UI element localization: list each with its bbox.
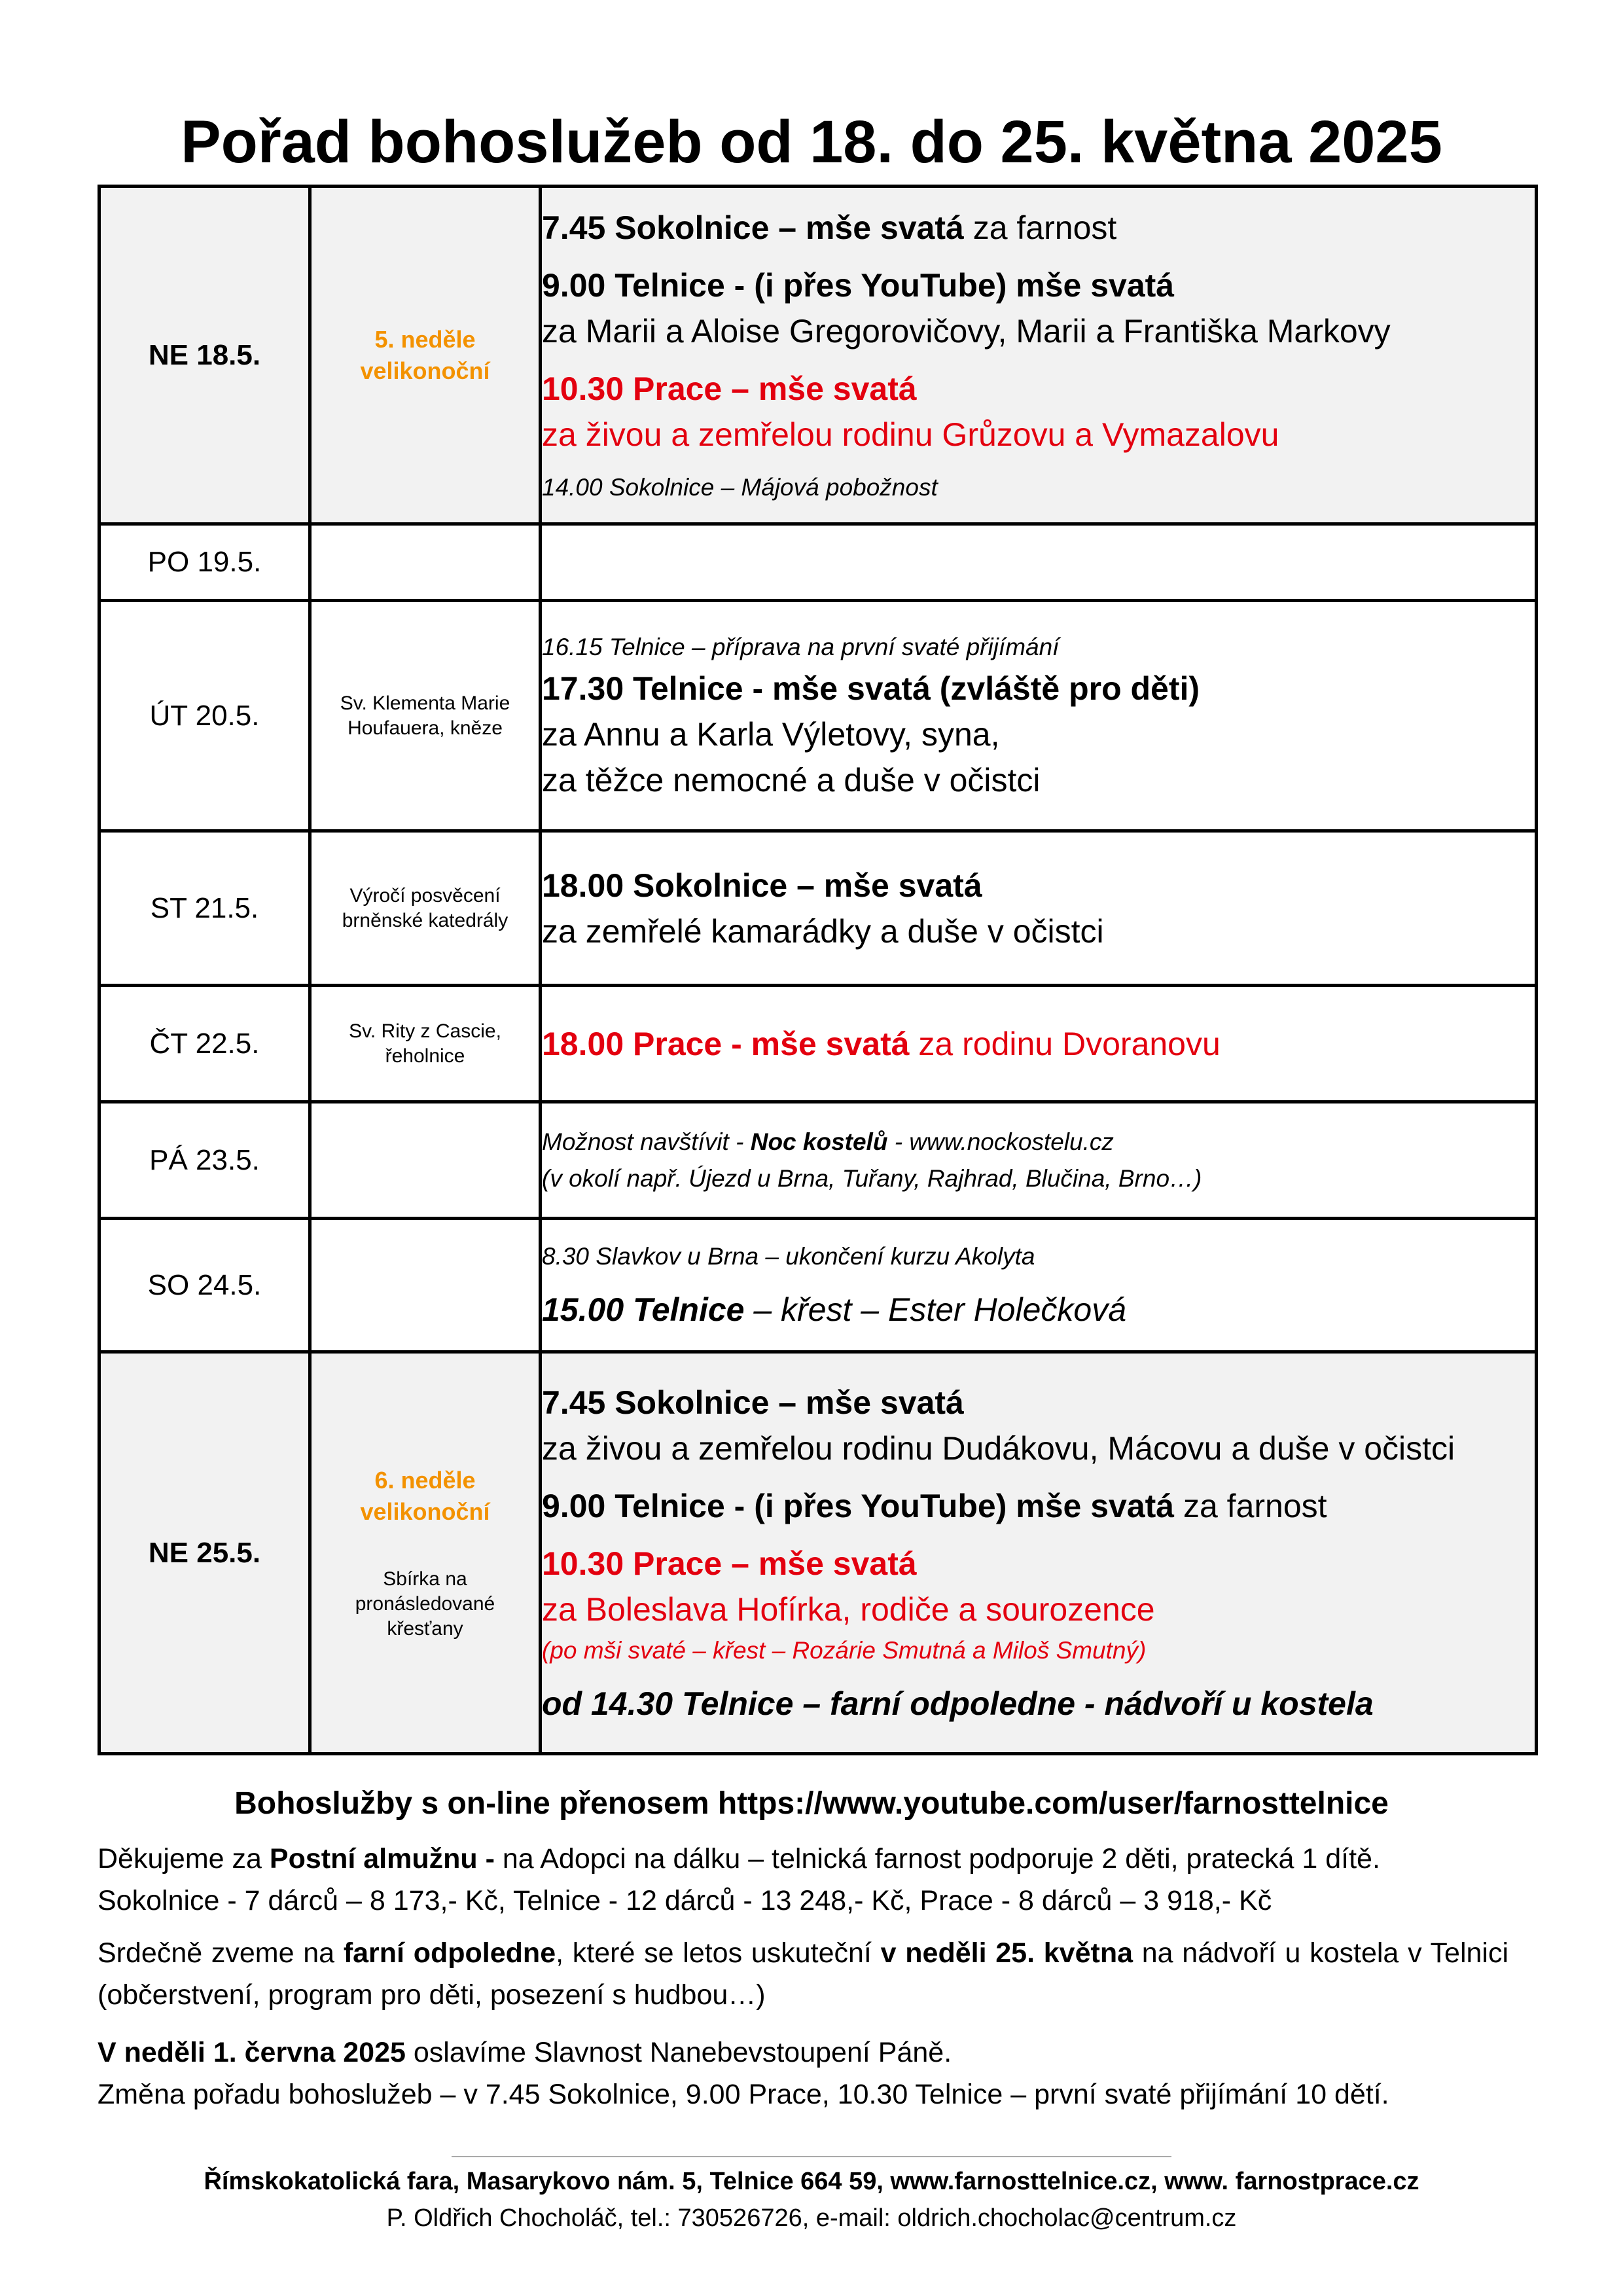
service-note: 16.15 Telnice – příprava na první svaté přijímání	[542, 633, 1060, 660]
service-line: 9.00 Telnice - (i přes YouTube) mše svatá za farnost	[542, 1487, 1327, 1524]
service-note: Možnost navštívit - Noc kostelů - www.nockostelu.cz	[542, 1128, 1114, 1155]
table-row	[99, 986, 1537, 1102]
feast-cell	[310, 1102, 541, 1219]
footer-address: Římskokatolická fara, Masarykovo nám. 5, Telnice 664 59, www.farnosttelnice.cz, www. farnostprace.cz	[204, 2168, 1419, 2195]
table-row	[99, 187, 1537, 524]
services-cell	[541, 1352, 1537, 1754]
service-line: 18.00 Sokolnice – mše svatá	[542, 867, 982, 904]
table-row	[99, 1102, 1537, 1219]
day-cell: ČT 22.5.	[99, 986, 310, 1102]
service-line: 18.00 Prace - mše svatá za rodinu Dvoranovu	[542, 1025, 1221, 1062]
services-cell	[541, 986, 1537, 1102]
day-cell: ÚT 20.5.	[99, 601, 310, 831]
service-intention: za Annu a Karla Výletovy, syna,	[542, 715, 1000, 753]
invite-paragraph: Srdečně zveme na farní odpoledne, které se letos uskuteční v neděli 25. května na nádvoří u kostela v Telnici (občerstvení, program pro děti, posezení s hudbou…)	[98, 1937, 1509, 2011]
services-cell	[541, 1219, 1537, 1352]
service-intention: za zemřelé kamarádky a duše v očistci	[542, 912, 1104, 950]
day-cell: PO 19.5.	[99, 524, 310, 601]
services-cell	[541, 524, 1537, 601]
service-intention: za živou a zemřelou rodinu Grůzovu a Vymazalovu	[542, 416, 1279, 453]
service-line: 7.45 Sokolnice – mše svatá za farnost	[542, 209, 1117, 246]
service-intention: za Marii a Aloise Gregorovičovy, Marii a Františka Markovy	[542, 312, 1391, 350]
service-line: 9.00 Telnice - (i přes YouTube) mše svatá	[542, 266, 1175, 304]
collection-note: Sbírka na pronásledované křesťany	[355, 1568, 495, 1640]
service-line: 17.30 Telnice - mše svatá (zvláště pro děti)	[542, 670, 1200, 707]
feast-cell	[310, 1219, 541, 1352]
service-note: (v okolí např. Újezd u Brna, Tuřany, Rajhrad, Blučina, Brno…)	[542, 1164, 1202, 1192]
service-note: (po mši svaté – křest – Rozárie Smutná a Miloš Smutný)	[542, 1636, 1147, 1664]
day-cell: SO 24.5.	[99, 1219, 310, 1352]
services-cell	[541, 601, 1537, 831]
services-cell	[541, 1102, 1537, 1219]
day-cell: NE 25.5.	[99, 1352, 310, 1754]
services-cell	[541, 187, 1537, 524]
table-row	[99, 1219, 1537, 1352]
thanks-paragraph: Děkujeme za Postní almužnu - na Adopci na dálku – telnická farnost podporuje 2 děti, pratecká 1 dítě. Sokolnice - 7 dárců – 8 173,- Kč, Telnice - 12 dárců - 13 248,- Kč, Prace - 8 dárců – 3 918,- Kč	[98, 1843, 1380, 1916]
service-line: od 14.30 Telnice – farní odpoledne - nádvoří u kostela	[542, 1685, 1374, 1722]
online-broadcast: Bohoslužby s on-line přenosem https://www.youtube.com/user/farnosttelnice	[234, 1786, 1389, 1821]
feast-cell	[310, 524, 541, 601]
day-cell: PÁ 23.5.	[99, 1102, 310, 1219]
service-intention: za Boleslava Hofírka, rodiče a sourozence	[542, 1590, 1155, 1628]
service-line: 7.45 Sokolnice – mše svatá	[542, 1384, 964, 1421]
feast-title: 6. neděle velikonoční	[360, 1466, 490, 1525]
table-row	[99, 601, 1537, 831]
service-intention: za těžce nemocné a duše v očistci	[542, 761, 1041, 798]
page-title: Pořad bohoslužeb od 18. do 25. května 2025	[181, 109, 1442, 175]
service-note: 8.30 Slavkov u Brna – ukončení kurzu Akolyta	[542, 1242, 1035, 1270]
service-line: 15.00 Telnice – křest – Ester Holečková	[542, 1291, 1127, 1328]
feast-cell: Sv. Klementa Marie Houfauera, kněze	[310, 601, 541, 831]
service-line: 10.30 Prace – mše svatá	[542, 370, 917, 407]
table-row	[99, 831, 1537, 986]
services-cell	[541, 831, 1537, 986]
table-row	[99, 1352, 1537, 1754]
footer-contact: P. Oldřich Chocholáč, tel.: 730526726, e-mail: oldrich.chocholac@centrum.cz	[386, 2204, 1237, 2232]
table-row	[99, 524, 1537, 601]
feast-cell: 5. neděle velikonoční	[310, 187, 541, 524]
footer-divider	[452, 2156, 1171, 2157]
feast-cell: Sv. Rity z Cascie, řeholnice	[310, 986, 541, 1102]
ascension-paragraph: V neděli 1. června 2025 oslavíme Slavnost Nanebevstoupení Páně. Změna pořadu bohoslužeb – v 7.45 Sokolnice, 9.00 Prace, 10.30 Telnice – první svaté přijímání 10 dětí.	[98, 2037, 1389, 2110]
service-intention: za živou a zemřelou rodinu Dudákovu, Mácovu a duše v očistci	[542, 1429, 1455, 1467]
day-cell: ST 21.5.	[99, 831, 310, 986]
feast-cell	[310, 1352, 541, 1754]
service-note: 14.00 Sokolnice – Májová pobožnost	[542, 473, 938, 501]
schedule-table	[98, 185, 1538, 1755]
service-line: 10.30 Prace – mše svatá	[542, 1545, 917, 1582]
day-cell: NE 18.5.	[99, 187, 310, 524]
feast-cell: Výročí posvěcení brněnské katedrály	[310, 831, 541, 986]
